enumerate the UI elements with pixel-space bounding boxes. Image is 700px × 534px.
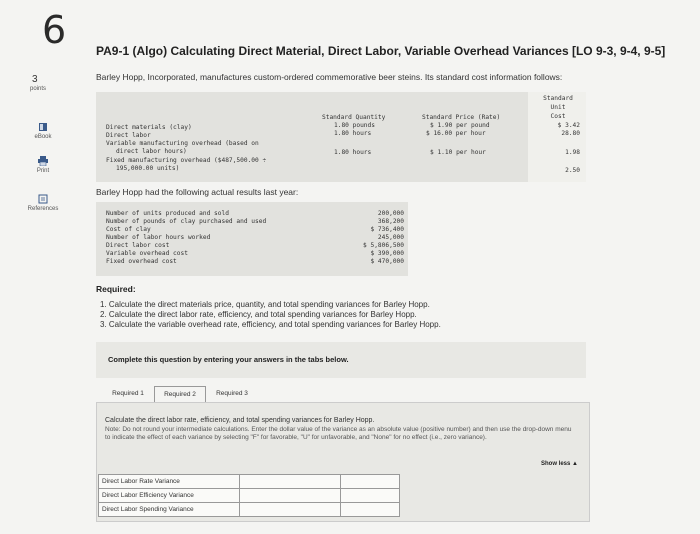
std-row-quantity: 1.80 pounds — [334, 122, 375, 129]
efficiency-effect-select[interactable] — [341, 490, 399, 502]
std-row-price: $ 1.10 per hour — [430, 149, 486, 156]
header-standard-price: Standard Price (Rate) — [422, 114, 501, 121]
header-unit-cost-2: Unit — [550, 104, 566, 111]
header-unit-cost-1: Standard — [543, 95, 573, 102]
required-heading: Required: — [96, 284, 136, 294]
actual-row-label: Cost of clay — [106, 226, 151, 233]
actual-row-label: Number of pounds of clay purchased and used — [106, 218, 267, 225]
print-label: Print — [36, 168, 50, 174]
efficiency-effect-cell — [341, 489, 400, 503]
tab-required-1[interactable]: Required 1 — [112, 390, 144, 397]
rate-effect-cell — [341, 475, 400, 489]
question-number: 6 — [42, 8, 67, 52]
spending-variance-input[interactable] — [240, 504, 340, 516]
question-title: PA9-1 (Algo) Calculating Direct Material, Direct Labor, Variable Overhead Variances [LO 9-3, 9-4, 9-5] — [96, 44, 666, 58]
book-icon — [38, 122, 48, 132]
show-less-button[interactable]: Show less ▲ — [541, 461, 578, 467]
std-row-label: Fixed manufacturing overhead ($487,500.00 ÷ — [106, 157, 267, 164]
std-row-label: Direct materials (clay) — [106, 124, 192, 131]
efficiency-variance-input[interactable] — [240, 490, 340, 502]
std-row-quantity: 1.80 hours — [334, 130, 372, 137]
required-item: 1. Calculate the direct materials price, quantity, and total spending variances for Barley Hopp. — [100, 300, 430, 309]
std-row-quantity: 1.80 hours — [334, 149, 372, 156]
ebook-link[interactable] — [22, 122, 64, 140]
std-row-cost: 28.80 — [561, 130, 580, 137]
points-label: points — [30, 86, 47, 92]
actual-row-value: $ 470,000 — [370, 258, 404, 265]
references-link[interactable] — [22, 194, 64, 212]
header-unit-cost-3: Cost — [550, 113, 566, 120]
std-row-price: $ 16.00 per hour — [426, 130, 486, 137]
std-row-cost: $ 3.42 — [557, 122, 580, 129]
required-item: 3. Calculate the variable overhead rate, efficiency, and total spending variances for Barley Hopp. — [100, 320, 441, 329]
table-row — [99, 489, 400, 503]
spending-effect-cell — [341, 503, 400, 517]
spending-effect-select[interactable] — [341, 504, 399, 516]
std-row-label: Direct labor — [106, 132, 151, 139]
std-row-cost: 2.50 — [565, 167, 580, 174]
actual-row-label: Number of labor hours worked — [106, 234, 211, 241]
print-link[interactable] — [22, 156, 64, 174]
actual-row-label: Fixed overhead cost — [106, 258, 177, 265]
rate-effect-select[interactable] — [341, 476, 399, 488]
actual-row-value: $ 5,806,500 — [363, 242, 404, 249]
question-intro: Barley Hopp, Incorporated, manufactures custom-ordered commemorative beer steins. Its standard cost information follows: — [96, 72, 563, 82]
actual-row-label: Variable overhead cost — [106, 250, 188, 257]
panel-instruction: Calculate the direct labor rate, efficiency, and total spending variances for Barley Hopp. — [105, 417, 375, 424]
printer-icon — [37, 156, 49, 166]
actual-row-value: 200,000 — [377, 210, 404, 217]
tab-required-2[interactable]: Required 2 — [154, 386, 206, 403]
table-row — [99, 475, 400, 489]
required-list — [100, 300, 441, 330]
actual-row-value: 245,000 — [377, 234, 404, 241]
points-value: 3 — [32, 74, 38, 85]
tab-required-3[interactable]: Required 3 — [216, 390, 248, 397]
std-row-cost: 1.98 — [565, 149, 580, 156]
std-row-price: $ 1.90 per pound — [430, 122, 490, 129]
actual-row-value: 368,200 — [377, 218, 404, 225]
spending-variance-cell — [240, 503, 341, 517]
row-label: Direct Labor Spending Variance — [99, 503, 240, 517]
row-label: Direct Labor Rate Variance — [99, 475, 240, 489]
std-row-label-cont: 195,000.00 units) — [116, 165, 180, 172]
std-row-label-cont: direct labor hours) — [116, 148, 187, 155]
ebook-label: eBook — [34, 134, 52, 140]
actual-row-label: Direct labor cost — [106, 242, 170, 249]
row-label: Direct Labor Efficiency Variance — [99, 489, 240, 503]
header-standard-quantity: Standard Quantity — [322, 114, 386, 121]
references-icon — [38, 194, 48, 204]
references-label: References — [27, 206, 59, 212]
answer-table — [98, 474, 400, 517]
table-row — [99, 503, 400, 517]
actual-row-label: Number of units produced and sold — [106, 210, 229, 217]
rate-variance-input[interactable] — [240, 476, 340, 488]
instructions-box — [96, 342, 586, 378]
required-item: 2. Calculate the direct labor rate, efficiency, and total spending variances for Barley Hopp. — [100, 310, 417, 319]
actual-row-value: $ 390,000 — [370, 250, 404, 257]
actual-results-intro: Barley Hopp had the following actual results last year: — [96, 187, 299, 197]
actual-row-value: $ 736,400 — [370, 226, 404, 233]
complete-note: Complete this question by entering your answers in the tabs below. — [108, 355, 349, 364]
rate-variance-cell — [240, 475, 341, 489]
efficiency-variance-cell — [240, 489, 341, 503]
std-row-label: Variable manufacturing overhead (based on — [106, 140, 259, 147]
panel-note: Note: Do not round your intermediate calculations. Enter the dollar value of the variance as an absolute value (positive number) and then use the drop-down menu to indicate the effect of each variance by selecting "F" for favorable, "U" for unfavorable, and "None" for no effect (i.e., zero variance). — [105, 426, 572, 442]
